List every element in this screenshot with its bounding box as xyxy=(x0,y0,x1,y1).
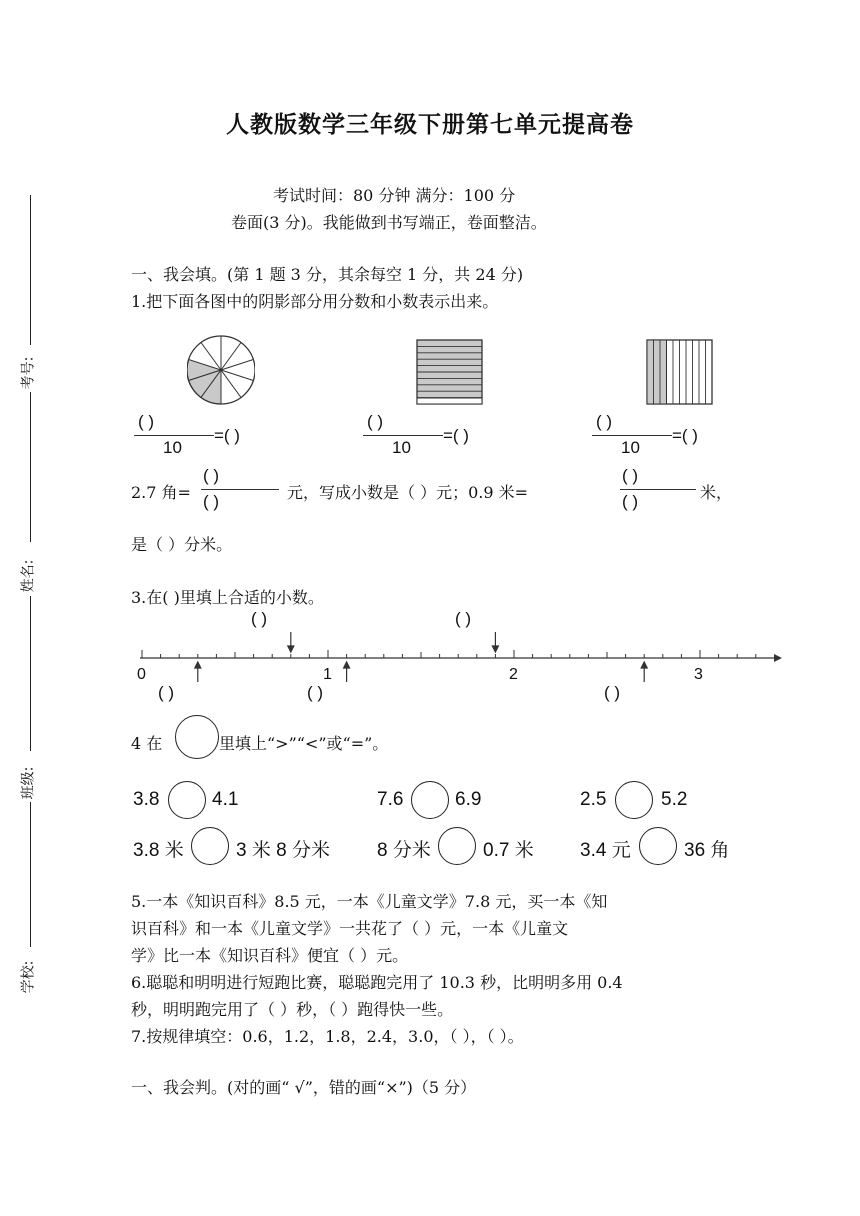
compare-circle[interactable] xyxy=(191,827,229,865)
compare-right: 4.1 xyxy=(212,789,239,810)
q1-text: 1.把下面各图中的阴影部分用分数和小数表示出来。 xyxy=(131,292,499,311)
q3-blank-top-1[interactable]: ( ) xyxy=(251,609,268,628)
q1-fraction-2-denominator: 10 xyxy=(392,438,411,457)
q3-blank-bottom-3[interactable]: ( ) xyxy=(604,683,621,702)
shaded-horizontal-strips-figure xyxy=(416,339,484,405)
binding-line xyxy=(30,802,31,947)
q2-fraction-2-denominator[interactable]: ( ) xyxy=(622,492,639,511)
compare-right: 36 角 xyxy=(684,840,730,861)
q1-decimal-3[interactable]: =( ) xyxy=(672,426,698,445)
compare-circle[interactable] xyxy=(411,781,449,819)
compare-left: 3.8 米 xyxy=(133,840,184,861)
q5-line-1: 5.一本《知识百科》8.5 元，一本《儿童文学》7.8 元，买一本《知 xyxy=(131,892,608,911)
shaded-vertical-strips-figure xyxy=(646,339,714,405)
q2-fraction-1-denominator[interactable]: ( ) xyxy=(203,492,220,511)
number-line-tick-0: 0 xyxy=(137,666,146,683)
fraction-bar xyxy=(592,435,672,436)
compare-circle[interactable] xyxy=(438,827,476,865)
compare-left: 3.4 元 xyxy=(580,840,631,861)
fraction-bar xyxy=(134,435,214,436)
fraction-bar xyxy=(201,489,279,490)
q4-example-circle xyxy=(175,715,219,759)
q7-text: 7.按规律填空：0.6，1.2，1.8，2.4，3.0，（ ），（ ）。 xyxy=(131,1027,524,1046)
compare-right: 3 米 8 分米 xyxy=(236,840,330,861)
section1-heading: 一、我会填。(第 1 题 3 分，其余每空 1 分，共 24 分) xyxy=(131,265,524,284)
compare-left: 3.8 xyxy=(133,789,160,810)
q2-fraction-2-numerator[interactable]: ( ) xyxy=(622,466,639,485)
q5-line-2: 识百科》和一本《儿童文学》一共花了（ ）元，一本《儿童文 xyxy=(131,919,569,938)
shaded-circle-figure xyxy=(187,335,255,405)
compare-left: 2.5 xyxy=(580,789,607,810)
exam-info: 考试时间：80 分钟 满分：100 分 xyxy=(273,186,516,205)
compare-circle[interactable] xyxy=(615,781,653,819)
q1-decimal-1[interactable]: =( ) xyxy=(214,426,240,445)
number-line-tick-2: 2 xyxy=(509,666,518,683)
binding-line xyxy=(30,596,31,751)
compare-left: 8 分米 xyxy=(377,840,431,861)
q1-fraction-2-numerator[interactable]: ( ) xyxy=(367,412,384,431)
q2-line2: 是（ ）分米。 xyxy=(131,535,233,554)
q6-line-2: 秒，明明跑完用了（ ）秒，（ ）跑得快一些。 xyxy=(131,1000,454,1019)
q3-blank-bottom-1[interactable]: ( ) xyxy=(158,683,175,702)
compare-left: 7.6 xyxy=(377,789,404,810)
fraction-bar xyxy=(620,489,696,490)
q1-fraction-3-denominator: 10 xyxy=(621,438,640,457)
page-title: 人教版数学三年级下册第七单元提高卷 xyxy=(226,112,634,138)
number-line-tick-3: 3 xyxy=(694,666,703,683)
number-line xyxy=(130,628,782,684)
number-line-tick-1: 1 xyxy=(323,666,332,683)
q3-blank-bottom-2[interactable]: ( ) xyxy=(307,683,324,702)
q1-fraction-3-numerator[interactable]: ( ) xyxy=(596,412,613,431)
q2-part2: 元，写成小数是（ ）元；0.9 米= xyxy=(287,483,529,502)
binding-line xyxy=(30,392,31,542)
compare-circle[interactable] xyxy=(639,827,677,865)
q3-text: 3.在( )里填上合适的小数。 xyxy=(131,588,324,607)
q1-fraction-1-numerator[interactable]: ( ) xyxy=(138,412,155,431)
compare-right: 6.9 xyxy=(455,789,482,810)
q4-prefix: 4 在 xyxy=(131,734,163,753)
side-label-class: 班级: xyxy=(20,766,37,800)
neatness-note: 卷面(3 分)。我能做到书写端正，卷面整洁。 xyxy=(231,213,547,232)
q4-suffix: 里填上“>”“<”或“=”。 xyxy=(219,734,389,753)
q3-blank-top-2[interactable]: ( ) xyxy=(455,609,472,628)
binding-line xyxy=(30,195,31,345)
fraction-bar xyxy=(363,435,443,436)
q5-line-3: 学》比一本《知识百科》便宜（ ）元。 xyxy=(131,946,409,965)
q2-part3: 米， xyxy=(700,483,733,502)
side-label-exam-number: 考号: xyxy=(20,356,37,390)
compare-right: 5.2 xyxy=(661,789,688,810)
q2-fraction-1-numerator[interactable]: ( ) xyxy=(203,466,220,485)
compare-right: 0.7 米 xyxy=(483,840,534,861)
q6-line-1: 6.聪聪和明明进行短跑比赛，聪聪跑完用了 10.3 秒，比明明多用 0.4 xyxy=(131,973,623,992)
section2-heading: 一、我会判。(对的画“ √”，错的画“×”)（5 分） xyxy=(131,1078,477,1097)
side-label-school: 学校: xyxy=(20,960,37,994)
compare-circle[interactable] xyxy=(168,781,206,819)
q1-decimal-2[interactable]: =( ) xyxy=(443,426,469,445)
q2-part1: 2.7 角= xyxy=(131,483,191,502)
side-label-name: 姓名: xyxy=(20,559,37,593)
q1-fraction-1-denominator: 10 xyxy=(163,438,182,457)
